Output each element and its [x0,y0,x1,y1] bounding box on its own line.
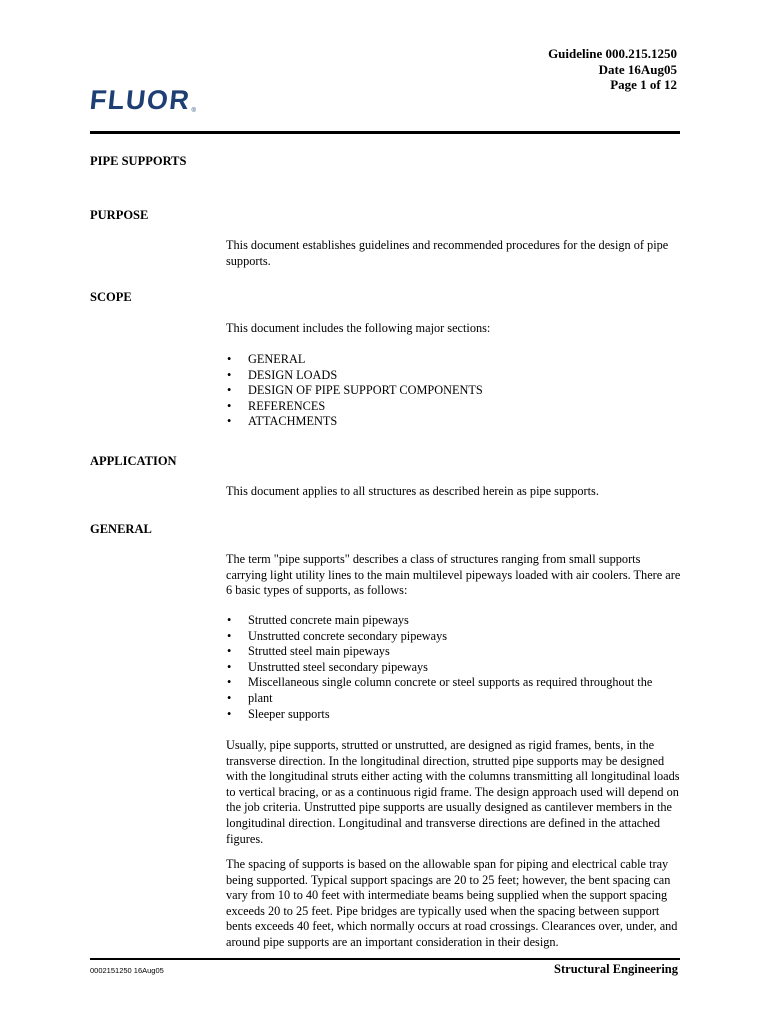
guideline-number: Guideline 000.215.1250 [548,46,677,61]
header-meta [548,46,677,93]
purpose-text: This document establishes guidelines and recommended procedures for the design of pipe supports. [226,238,669,268]
scope-list-container [226,352,682,430]
list-item: • Unstrutted steel secondary pipeways [226,660,682,676]
list-item: • DESIGN OF PIPE SUPPORT COMPONENTS [226,383,682,399]
list-item: • REFERENCES [226,399,682,415]
scope-heading: SCOPE [90,290,132,304]
support-types-container [226,613,682,722]
list-item: • Strutted concrete main pipeways [226,613,682,629]
general-paragraph-2: The spacing of supports is based on the allowable span for piping and electrical cable tray being supported. Typical support spacings are 20 to 25 feet; however, the bent spacing can vary from 10 to 40 feet with intermediate beams being supplied when the support spacing exceeds 20 to 25 feet. Pipe bridges are typically used when the spacing between support bents exceeds 40 feet, which normally occurs at road crossings. Clearances over, under, and around pipe supports are an important consideration in their design. [226,857,678,949]
purpose-heading: PURPOSE [90,208,149,222]
general-paragraph-1-section [226,738,682,847]
logo-wordmark: FLUOR [88,85,193,115]
page-indicator: Page 1 of 12 [610,77,677,92]
header-rule [90,131,680,134]
list-item: • Miscellaneous single column concrete or steel supports as required throughout the [226,675,682,691]
document-date: Date 16Aug05 [598,61,677,77]
application-text: This document applies to all structures as described herein as pipe supports. [226,484,599,498]
list-item: • DESIGN LOADS [226,368,682,384]
general-intro: The term "pipe supports" describes a class of structures ranging from small supports carrying light utility lines to the main multilevel pipeways loaded with air coolers. There are 6 basic types of supports, as follows: [226,552,681,598]
fluor-logo [90,84,196,116]
scope-list [226,352,682,430]
footer-rule [90,958,680,960]
application-heading: APPLICATION [90,454,177,468]
footer-doc-code: 0002151250 16Aug05 [90,966,164,975]
registered-mark: ® [191,108,196,114]
list-item: • ATTACHMENTS [226,414,682,430]
footer-department: Structural Engineering [554,962,678,976]
document-title: PIPE SUPPORTS [90,154,187,168]
purpose-section [226,238,682,269]
list-item: • Unstrutted concrete secondary pipeways [226,629,682,645]
application-section [226,484,682,500]
general-intro-section [226,552,682,599]
general-paragraph-1: Usually, pipe supports, strutted or unstrutted, are designed as rigid frames, bents, in the transverse direction. In the longitudinal direction, strutted pipe supports may be designed with the longitudinal struts either acting with the columns transmitting all longitudinal loads to vertical bracing, or as a continuous rigid frame. The design approach used will depend on the job criteria. Unstrutted pipe supports are usually designed as cantilever members in the longitudinal direction. Longitudinal and transverse directions are defined in the attached figures. [226,738,680,846]
scope-section [226,321,682,337]
list-item: • GENERAL [226,352,682,368]
list-item: • Sleeper supports [226,707,682,723]
general-heading: GENERAL [90,522,152,536]
support-types-list [226,613,682,722]
scope-intro: This document includes the following major sections: [226,321,491,335]
general-paragraph-2-section [226,857,682,951]
list-item: • Strutted steel main pipeways [226,644,682,660]
list-item: • plant [226,691,682,707]
